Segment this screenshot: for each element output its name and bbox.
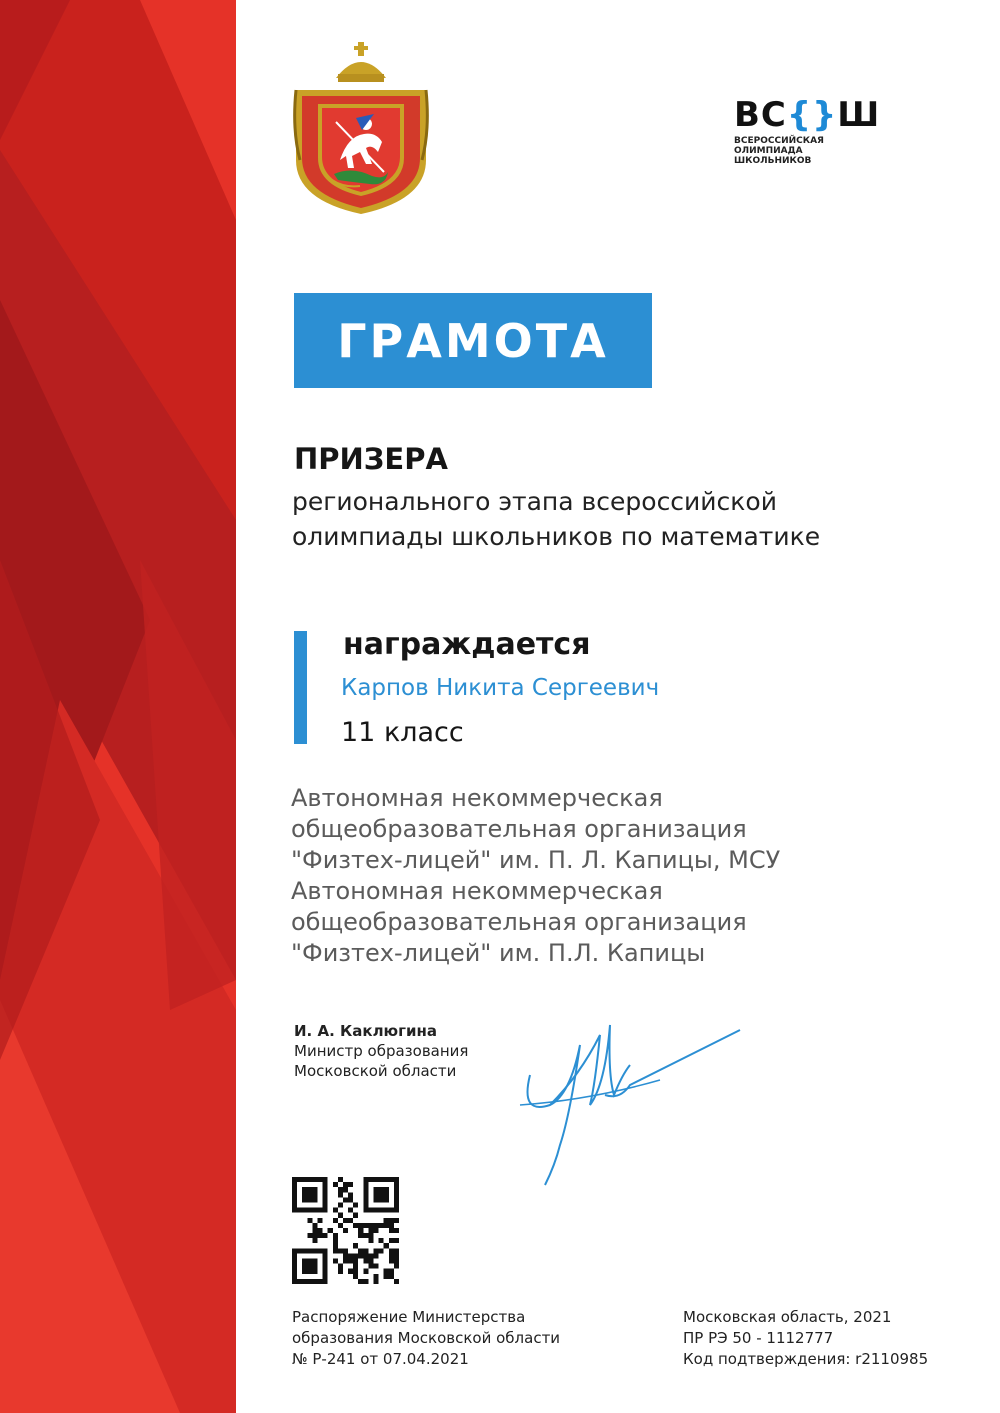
footer-confirmation-code: Код подтверждения: r2110985	[683, 1350, 929, 1368]
recipient-accent-bar	[294, 631, 307, 744]
certificate-banner: ГРАМОТА	[294, 293, 652, 388]
qr-code	[292, 1177, 399, 1284]
award-title: ПРИЗЕРА	[294, 442, 448, 476]
qr-code-icon	[292, 1177, 399, 1284]
footer-decree-line: образования Московской области	[292, 1329, 561, 1347]
organization-line: общеобразовательная организация	[291, 908, 747, 936]
coat-of-arms-icon	[292, 40, 430, 216]
organization-block	[291, 783, 931, 969]
organization-line: "Физтех-лицей" им. П. Л. Капицы, МСУ	[291, 846, 781, 874]
organization-line: общеобразовательная организация	[291, 815, 747, 843]
moscow-oblast-coat-of-arms	[292, 40, 430, 216]
vsosh-logo-subtitle: ВСЕРОССИЙСКАЯ ОЛИМПИАДА ШКОЛЬНИКОВ	[734, 136, 824, 166]
signature	[510, 1005, 750, 1195]
red-geometric-pattern	[0, 0, 236, 1413]
footer-verification	[683, 1307, 928, 1370]
footer-registration-number: ПР РЭ 50 - 1112777	[683, 1329, 834, 1347]
footer-decree	[292, 1307, 560, 1370]
recipient-grade: 11 класс	[341, 717, 464, 748]
signer-name: И. А. Каклюгина	[294, 1022, 437, 1040]
signature-icon	[510, 1005, 750, 1195]
award-subtitle-line: регионального этапа всероссийской	[292, 487, 777, 516]
organization-line: Автономная некоммерческая	[291, 784, 663, 812]
awarded-label: награждается	[343, 627, 591, 662]
award-subtitle-line: олимпиады школьников по математике	[292, 522, 821, 551]
organization-line: Автономная некоммерческая	[291, 877, 663, 905]
award-subtitle	[292, 484, 892, 554]
signer-position: Московской области	[294, 1062, 457, 1080]
red-side-band	[0, 0, 236, 1413]
vsosh-logo	[734, 96, 894, 176]
vsosh-logo-mark: ВС{}Ш	[734, 95, 881, 135]
footer-decree-line: Распоряжение Министерства	[292, 1308, 526, 1326]
signer-block	[294, 1021, 468, 1081]
footer-decree-line: № Р-241 от 07.04.2021	[292, 1350, 469, 1368]
organization-line: "Физтех-лицей" им. П.Л. Капицы	[291, 939, 706, 967]
footer-location-year: Московская область, 2021	[683, 1308, 892, 1326]
signer-position: Министр образования	[294, 1042, 469, 1060]
recipient-name: Карпов Никита Сергеевич	[341, 675, 660, 701]
